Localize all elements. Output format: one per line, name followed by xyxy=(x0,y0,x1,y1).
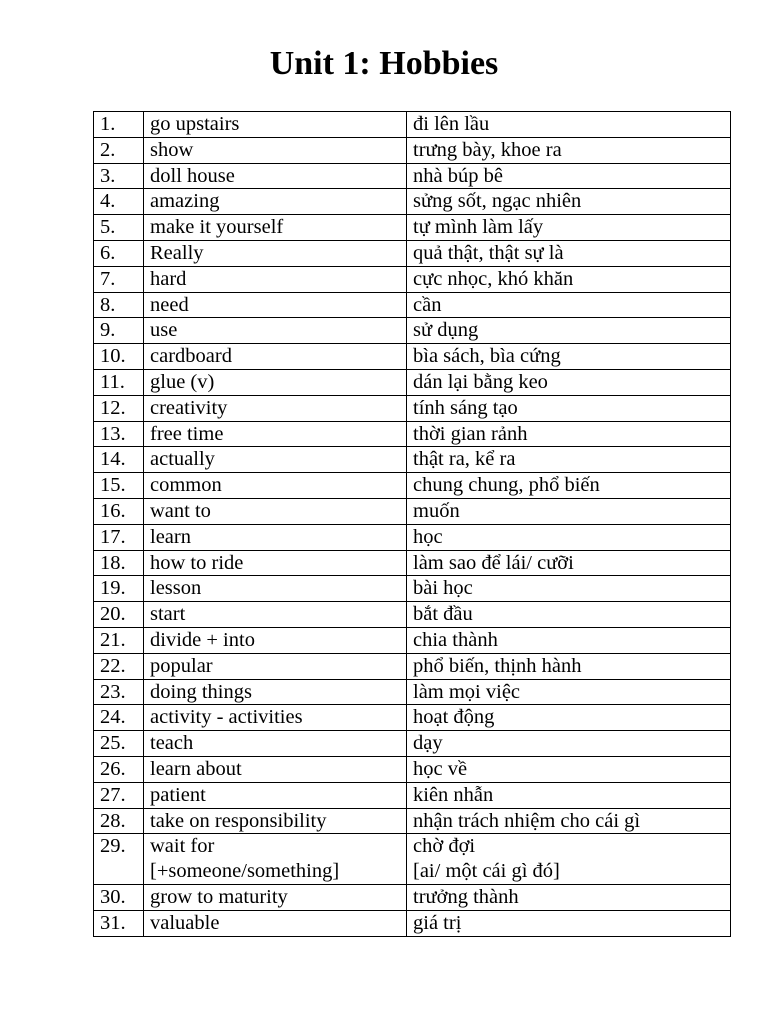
vietnamese-meaning: tự mình làm lấy xyxy=(407,215,731,241)
english-term: valuable xyxy=(144,910,407,936)
english-term: activity - activities xyxy=(144,705,407,731)
row-number: 30. xyxy=(94,884,144,910)
vietnamese-meaning: học về xyxy=(407,756,731,782)
page-title: Unit 1: Hobbies xyxy=(269,45,499,82)
english-term: need xyxy=(144,292,407,318)
vietnamese-meaning: hoạt động xyxy=(407,705,731,731)
table-row xyxy=(94,318,731,344)
row-number: 9. xyxy=(94,318,144,344)
english-term: want to xyxy=(144,498,407,524)
english-term: learn about xyxy=(144,756,407,782)
row-number: 29. xyxy=(94,834,144,885)
vocabulary-table-body xyxy=(94,112,731,937)
table-row xyxy=(94,705,731,731)
table-row xyxy=(94,653,731,679)
table-row xyxy=(94,756,731,782)
english-term-line: wait for xyxy=(150,835,215,858)
row-number: 27. xyxy=(94,782,144,808)
table-row xyxy=(94,834,731,885)
row-number: 23. xyxy=(94,679,144,705)
table-row xyxy=(94,292,731,318)
english-term: hard xyxy=(144,266,407,292)
english-term: how to ride xyxy=(144,550,407,576)
vietnamese-meaning: chia thành xyxy=(407,627,731,653)
english-term: creativity xyxy=(144,395,407,421)
vietnamese-meaning: nhà búp bê xyxy=(407,163,731,189)
english-term: popular xyxy=(144,653,407,679)
vietnamese-meaning: trưng bày, khoe ra xyxy=(407,137,731,163)
row-number: 3. xyxy=(94,163,144,189)
english-term-line: [+someone/something] xyxy=(150,860,340,883)
english-term: lesson xyxy=(144,576,407,602)
english-term: doll house xyxy=(144,163,407,189)
table-row xyxy=(94,369,731,395)
row-number: 11. xyxy=(94,369,144,395)
table-row xyxy=(94,215,731,241)
row-number: 16. xyxy=(94,498,144,524)
table-row xyxy=(94,498,731,524)
row-number: 2. xyxy=(94,137,144,163)
english-term: amazing xyxy=(144,189,407,215)
vietnamese-meaning: đi lên lầu xyxy=(407,112,731,138)
vocabulary-table xyxy=(93,111,731,937)
vietnamese-meaning: cực nhọc, khó khăn xyxy=(407,266,731,292)
table-row xyxy=(94,189,731,215)
vietnamese-meaning-line: chờ đợi xyxy=(413,835,476,858)
row-number: 20. xyxy=(94,602,144,628)
table-row xyxy=(94,602,731,628)
row-number: 5. xyxy=(94,215,144,241)
table-row xyxy=(94,137,731,163)
vietnamese-meaning: muốn xyxy=(407,498,731,524)
vietnamese-meaning: làm sao để lái/ cưỡi xyxy=(407,550,731,576)
english-term: teach xyxy=(144,731,407,757)
vietnamese-meaning: quả thật, thật sự là xyxy=(407,240,731,266)
table-row xyxy=(94,163,731,189)
english-term: use xyxy=(144,318,407,344)
english-term: Really xyxy=(144,240,407,266)
vietnamese-meaning: nhận trách nhiệm cho cái gì xyxy=(407,808,731,834)
vietnamese-meaning-line: [ai/ một cái gì đó] xyxy=(413,860,560,883)
table-row xyxy=(94,395,731,421)
vietnamese-meaning: giá trị xyxy=(407,910,731,936)
row-number: 15. xyxy=(94,473,144,499)
vietnamese-meaning xyxy=(407,834,731,885)
vietnamese-meaning: bìa sách, bìa cứng xyxy=(407,344,731,370)
english-term: common xyxy=(144,473,407,499)
row-number: 26. xyxy=(94,756,144,782)
row-number: 12. xyxy=(94,395,144,421)
row-number: 4. xyxy=(94,189,144,215)
vietnamese-meaning: chung chung, phổ biến xyxy=(407,473,731,499)
row-number: 13. xyxy=(94,421,144,447)
english-term xyxy=(144,834,407,885)
row-number: 28. xyxy=(94,808,144,834)
vietnamese-meaning: thời gian rảnh xyxy=(407,421,731,447)
table-row xyxy=(94,447,731,473)
table-row xyxy=(94,344,731,370)
table-row xyxy=(94,550,731,576)
table-row xyxy=(94,240,731,266)
table-row xyxy=(94,808,731,834)
english-term: free time xyxy=(144,421,407,447)
english-term: start xyxy=(144,602,407,628)
row-number: 6. xyxy=(94,240,144,266)
table-row xyxy=(94,627,731,653)
row-number: 7. xyxy=(94,266,144,292)
vietnamese-meaning: bắt đầu xyxy=(407,602,731,628)
row-number: 10. xyxy=(94,344,144,370)
vietnamese-meaning: sử dụng xyxy=(407,318,731,344)
vietnamese-meaning: tính sáng tạo xyxy=(407,395,731,421)
table-row xyxy=(94,473,731,499)
english-term: make it yourself xyxy=(144,215,407,241)
row-number: 14. xyxy=(94,447,144,473)
english-term: take on responsibility xyxy=(144,808,407,834)
english-term: doing things xyxy=(144,679,407,705)
table-row xyxy=(94,782,731,808)
vietnamese-meaning: học xyxy=(407,524,731,550)
table-row xyxy=(94,421,731,447)
english-term: cardboard xyxy=(144,344,407,370)
vietnamese-meaning: bài học xyxy=(407,576,731,602)
vietnamese-meaning: thật ra, kể ra xyxy=(407,447,731,473)
table-row xyxy=(94,910,731,936)
row-number: 21. xyxy=(94,627,144,653)
table-row xyxy=(94,524,731,550)
english-term: actually xyxy=(144,447,407,473)
english-term: grow to maturity xyxy=(144,884,407,910)
english-term: divide + into xyxy=(144,627,407,653)
vietnamese-meaning: cần xyxy=(407,292,731,318)
english-term: learn xyxy=(144,524,407,550)
row-number: 8. xyxy=(94,292,144,318)
vietnamese-meaning: kiên nhẫn xyxy=(407,782,731,808)
vietnamese-meaning: dán lại bằng keo xyxy=(407,369,731,395)
table-row xyxy=(94,884,731,910)
row-number: 19. xyxy=(94,576,144,602)
english-term: patient xyxy=(144,782,407,808)
english-term: go upstairs xyxy=(144,112,407,138)
row-number: 25. xyxy=(94,731,144,757)
row-number: 18. xyxy=(94,550,144,576)
vietnamese-meaning: sửng sốt, ngạc nhiên xyxy=(407,189,731,215)
vietnamese-meaning: dạy xyxy=(407,731,731,757)
table-row xyxy=(94,576,731,602)
table-row xyxy=(94,266,731,292)
table-row xyxy=(94,731,731,757)
row-number: 31. xyxy=(94,910,144,936)
english-term: glue (v) xyxy=(144,369,407,395)
row-number: 17. xyxy=(94,524,144,550)
vietnamese-meaning: phổ biến, thịnh hành xyxy=(407,653,731,679)
vietnamese-meaning: trưởng thành xyxy=(407,884,731,910)
row-number: 1. xyxy=(94,112,144,138)
english-term: show xyxy=(144,137,407,163)
table-row xyxy=(94,679,731,705)
row-number: 22. xyxy=(94,653,144,679)
row-number: 24. xyxy=(94,705,144,731)
vietnamese-meaning: làm mọi việc xyxy=(407,679,731,705)
table-row xyxy=(94,112,731,138)
